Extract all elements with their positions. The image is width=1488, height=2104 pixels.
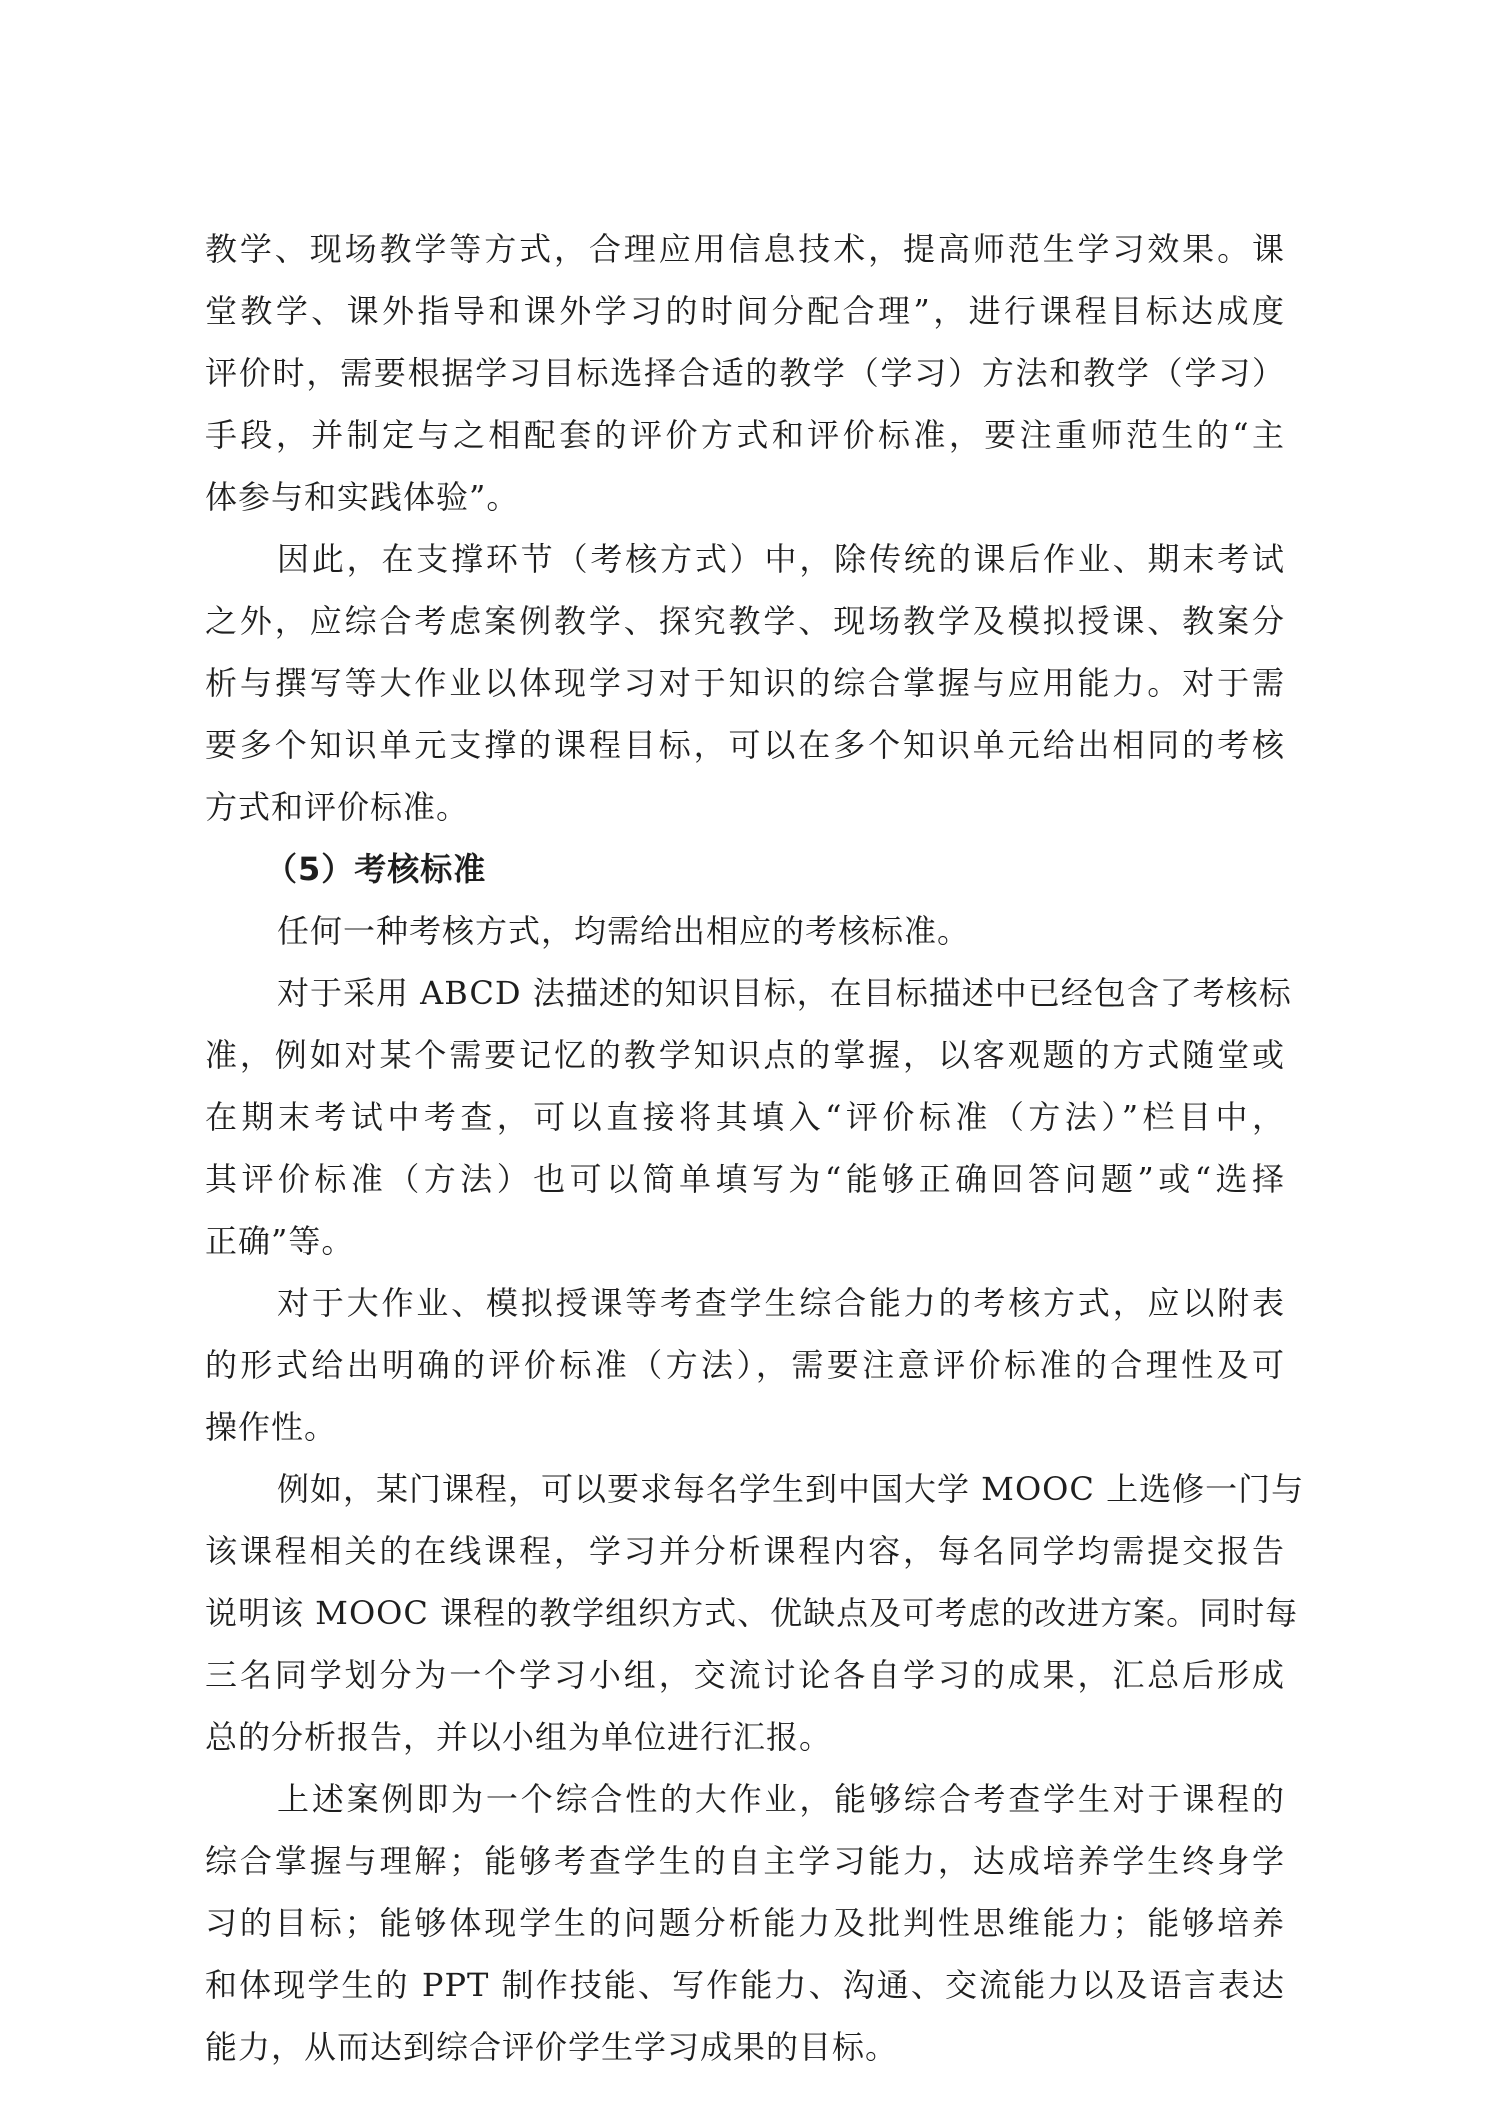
- text-line: 上述案例即为一个综合性的大作业，能够综合考查学生对于课程的: [277, 1780, 1285, 1818]
- text-line: 其评价标准（方法）也可以简单填写为“能够正确回答问题”或“选择: [205, 1160, 1285, 1198]
- text-line: 综合掌握与理解；能够考查学生的自主学习能力，达成培养学生终身学: [205, 1842, 1285, 1880]
- document-body: [205, 218, 1305, 2078]
- text-line: 和体现学生的 PPT 制作技能、写作能力、沟通、交流能力以及语言表达: [205, 1966, 1285, 2004]
- text-line: 的形式给出明确的评价标准（方法），需要注意评价标准的合理性及可: [205, 1346, 1285, 1384]
- text-line: 准，例如对某个需要记忆的教学知识点的掌握，以客观题的方式随堂或: [205, 1036, 1285, 1074]
- text-line: 总的分析报告，并以小组为单位进行汇报。: [205, 1718, 833, 1756]
- text-line: 因此，在支撑环节（考核方式）中，除传统的课后作业、期末考试: [277, 540, 1285, 578]
- text-line: 要多个知识单元支撑的课程目标，可以在多个知识单元给出相同的考核: [205, 726, 1285, 764]
- text-line: 该课程相关的在线课程，学习并分析课程内容，每名同学均需提交报告: [205, 1532, 1285, 1570]
- text-line: 之外，应综合考虑案例教学、探究教学、现场教学及模拟授课、教案分: [205, 602, 1285, 640]
- text-line: 对于大作业、模拟授课等考查学生综合能力的考核方式，应以附表: [277, 1284, 1285, 1322]
- text-line: 正确”等。: [205, 1222, 355, 1260]
- text-line: 手段，并制定与之相配套的评价方式和评价标准，要注重师范生的“主: [205, 416, 1285, 454]
- text-line: 对于采用 ABCD 法描述的知识目标，在目标描述中已经包含了考核标: [277, 974, 1292, 1012]
- text-line: 能力，从而达到综合评价学生学习成果的目标。: [205, 2028, 899, 2066]
- text-line: 体参与和实践体验”。: [205, 478, 520, 516]
- text-line: 习的目标；能够体现学生的问题分析能力及批判性思维能力；能够培养: [205, 1904, 1285, 1942]
- text-line: 任何一种考核方式，均需给出相应的考核标准。: [277, 912, 971, 950]
- text-line: 析与撰写等大作业以体现学习对于知识的综合掌握与应用能力。对于需: [205, 664, 1285, 702]
- text-line: 在期末考试中考查，可以直接将其填入“评价标准（方法）”栏目中，: [205, 1098, 1285, 1136]
- text-line: 操作性。: [205, 1408, 338, 1446]
- text-line: 例如，某门课程，可以要求每名学生到中国大学 MOOC 上选修一门与: [277, 1470, 1305, 1508]
- text-line: 教学、现场教学等方式，合理应用信息技术，提高师范生学习效果。课: [205, 230, 1285, 268]
- text-line: 三名同学划分为一个学习小组，交流讨论各自学习的成果，汇总后形成: [205, 1656, 1285, 1694]
- section-heading: （5）考核标准: [265, 850, 487, 888]
- text-line: 评价时，需要根据学习目标选择合适的教学（学习）方法和教学（学习）: [205, 354, 1285, 392]
- text-line: 说明该 MOOC 课程的教学组织方式、优缺点及可考虑的改进方案。同时每: [205, 1594, 1299, 1632]
- text-line: 堂教学、课外指导和课外学习的时间分配合理”，进行课程目标达成度: [205, 292, 1285, 330]
- text-line: 方式和评价标准。: [205, 788, 470, 826]
